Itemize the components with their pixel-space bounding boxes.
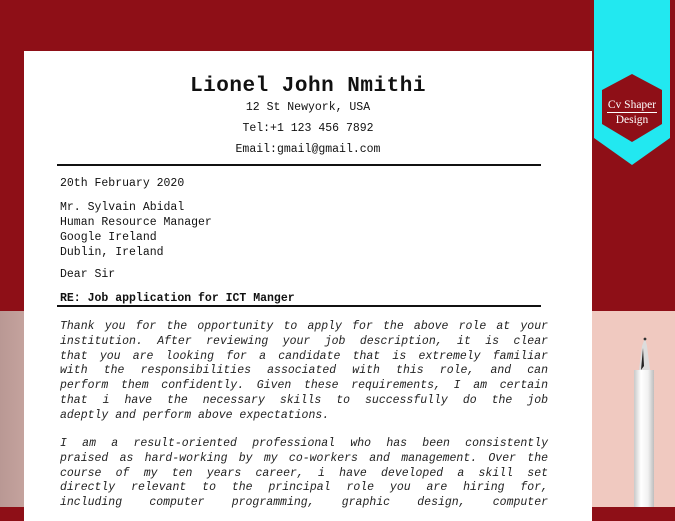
brand-logo [594,98,670,127]
paragraph-line: praised as hard-working by my co-workers and management. Over the [60,451,548,465]
paragraph-line: including computer programming, graphic design, computer [60,496,548,510]
applicant-email: Email:gmail@gmail.com [235,143,381,156]
salutation: Dear Sir [60,268,116,281]
paragraph-line: that i have the necessary skills to successfully do the job [60,393,548,407]
paragraph-line: with the responsibilities associated with this role, and can [60,364,548,378]
paragraph-line: directly relevant to the principal role you are hiring for, [60,481,548,495]
paragraph-line: that you are looking for a candidate that is extremely familiar [60,349,548,363]
brand-ribbon [594,0,670,165]
cover-letter-page [24,51,592,521]
recipient-title: Human Resource Manager [60,216,212,229]
paragraph-line: adeptly and perform above expectations. [60,408,330,422]
recipient-city: Dublin, Ireland [60,246,164,259]
paragraph-line: Thank you for the opportunity to apply for the above role at your [60,320,548,333]
recipient-company: Google Ireland [60,231,157,244]
brand-line-2: Design [615,114,649,126]
applicant-address: 12 St Newyork, USA [245,101,371,114]
subject-line: RE: Job application for ICT Manger [60,292,295,305]
applicant-phone: Tel:+1 123 456 7892 [242,122,374,135]
header-divider [57,164,541,166]
paragraph-line: perform them confidently. Given these requirements, I am certain [60,379,548,393]
paragraph-line: course of my ten years career, i have developed a skill set [60,466,548,480]
paragraph-line: institution. After reviewing your job description, it is clear [60,334,548,348]
body-paragraph-2 [60,437,548,511]
paragraph-line: I am a result-oriented professional who has been consistently [60,437,548,450]
recipient-name: Mr. Sylvain Abidal [60,201,185,214]
applicant-name: Lionel John Nmithi [190,75,426,98]
brand-line-1: Cv Shaper [607,99,657,111]
letter-date: 20th February 2020 [60,177,185,190]
pen-icon [630,336,660,507]
subject-divider [57,305,541,307]
body-paragraph-1 [60,320,548,424]
